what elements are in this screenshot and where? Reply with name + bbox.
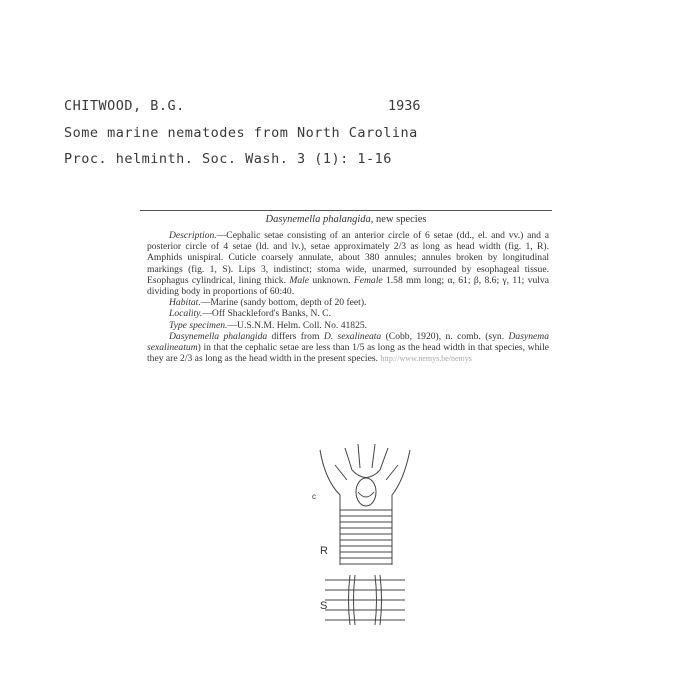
type-text: —U.S.N.M. Helm. Coll. No. 41825. [227, 319, 368, 331]
habitat-text: —Marine (sandy bottom, depth of 20 feet). [200, 297, 367, 309]
figure-label-c: c [312, 492, 316, 501]
diff-text-3: ) in that the cephalic setae are less than 1/5 as long as the head width in that species, while they are 2/3 as long as the head width in the present species. [147, 342, 549, 365]
locality-paragraph [147, 308, 549, 319]
description-body: —Cephalic setae consisting of an anterior circle of 6 setae (dd., el. and vv.) and a posterior circle of 4 setae (ld. and lv.), setae approximately 2/3 as long as head width (fig. 1, R). Amphids unispiral. Cuticle coarsely annulate, about 380 annules; annules broken by longitudinal markings (fig. 1, S). Lips 3, indistinct; stoma wide, unarmed, surrounded by esophageal tissue. Esophagus cylindrical, lining thick. [147, 230, 549, 286]
author-line: CHITWOOD, B.G. [64, 98, 185, 114]
species-name: Dasynemella phalangida [265, 214, 371, 225]
description-paragraph [147, 230, 549, 297]
locality-text: —Off Shackleford's Banks, N. C. [202, 308, 331, 320]
male-text: unknown. [309, 274, 354, 286]
female-label: Female [353, 274, 383, 286]
description-label: Description. [169, 230, 217, 241]
female-text: 1.58 mm long; α, 61; β, 8.6; γ, 11; vulva dividing body in proportions of 60:40. [147, 274, 549, 298]
diff-name: Dasynemella phalangida [169, 330, 268, 342]
male-label: Male [289, 274, 310, 286]
divider [140, 210, 552, 211]
diff-name-2: D. sexalineata [323, 330, 382, 342]
diff-name-3: Dasynema sexalineatum [147, 330, 549, 354]
watermark: http://www.nemys.be/nemys [380, 354, 472, 364]
figure-label-s: S [320, 600, 328, 612]
diff-text-1: differs from [267, 330, 324, 342]
type-paragraph [147, 320, 549, 331]
diff-text-2: (Cobb, 1920), n. comb. (syn. [381, 330, 509, 342]
species-status: , new species [370, 214, 427, 225]
diagnosis-paragraph [147, 331, 549, 365]
year: 1936 [388, 98, 421, 114]
figure-label-r: R [320, 545, 328, 557]
description-text [147, 230, 549, 364]
paper-title: Some marine nematodes from North Carolina [64, 125, 418, 141]
locality-label: Locality. [169, 308, 203, 320]
habitat-paragraph [147, 297, 549, 308]
habitat-label: Habitat. [169, 297, 201, 309]
type-label: Type specimen. [169, 319, 228, 331]
species-heading [140, 214, 552, 225]
citation-line: Proc. helminth. Soc. Wash. 3 (1): 1-16 [64, 151, 392, 167]
